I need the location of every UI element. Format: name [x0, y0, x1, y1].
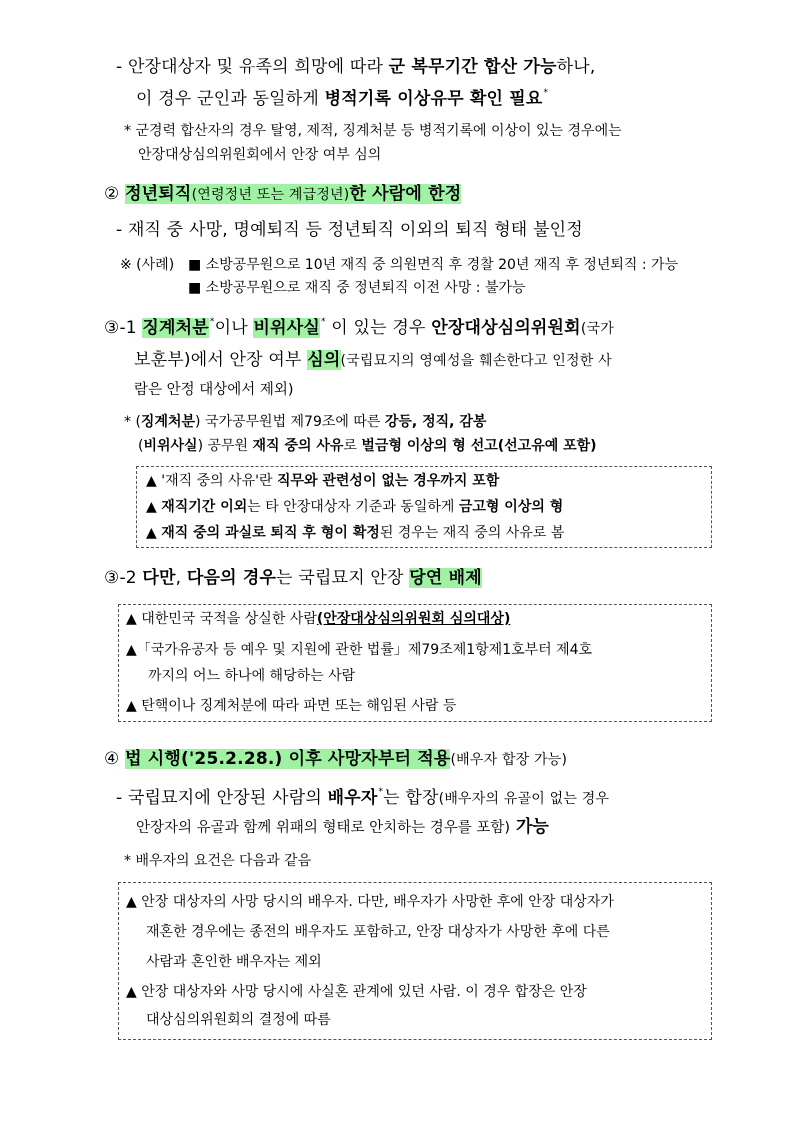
text: 이나 — [214, 318, 254, 338]
s32-box-row-1 — [126, 607, 510, 631]
s2-example-label: ※ (사례) — [120, 257, 175, 273]
s31-box-row-2 — [146, 495, 563, 519]
text: (배우자 합장 가능) — [450, 752, 568, 768]
highlight-text: 비위사실 — [253, 318, 320, 338]
highlight-text: 징계처분 — [142, 318, 209, 338]
bold-text: 직무와 관련성이 없는 경우까지 포함 — [276, 473, 500, 489]
bold-text: 병적기록 이상유무 확인 필요 — [324, 89, 543, 109]
footnote-mark: * — [209, 317, 215, 327]
text: 로 — [343, 438, 362, 454]
text: ▲ — [146, 525, 162, 541]
s31-line-3: 람은 안정 대상에서 제외) — [134, 382, 294, 398]
text: 는 국립묘지 안장 — [276, 568, 410, 588]
s31-note-1 — [124, 410, 486, 434]
text: ( — [138, 438, 144, 454]
text: ▲ — [146, 499, 162, 515]
s1-note-1: * 군경력 합산자의 경우 탈영, 제적, 징계처분 등 병적기록에 이상이 있는 경우에는 — [124, 123, 622, 139]
highlight-text: 당연 배제 — [409, 568, 482, 588]
bold-text: 비위사실 — [143, 438, 198, 454]
s32-heading — [104, 563, 482, 593]
bold-text: 다음의 경우 — [186, 568, 277, 588]
s1-line-1 — [116, 52, 595, 82]
s31-line-2 — [134, 345, 612, 376]
s2-heading — [104, 179, 461, 210]
s4-box-row-4: ▲ 안장 대상자와 사망 당시에 사실혼 관계에 있던 사람. 이 경우 합장은 안장 — [126, 984, 587, 1000]
s4-line-1 — [116, 783, 609, 816]
s31-line-1 — [104, 313, 614, 346]
text: 된 경우는 재직 중의 사유로 봄 — [379, 525, 565, 541]
bold-text: 군 복무기간 합산 가능 — [388, 57, 557, 77]
footnote-mark: * — [378, 787, 384, 797]
s31-box-row-1 — [146, 469, 499, 493]
s4-box-row-3: 사람과 혼인한 배우자는 제외 — [146, 954, 322, 970]
bold-text: 재직 중의 사유 — [252, 438, 344, 454]
bold-text: 강등, 정직, 감봉 — [384, 414, 487, 430]
s32-box-row-4: ▲ 탄핵이나 징계처분에 따라 파면 또는 해임된 사람 등 — [126, 698, 457, 714]
s32-box-row-2: ▲「국가유공자 등 예우 및 지원에 관한 법률」제79조제1항제1호부터 제4호 — [126, 642, 593, 658]
bold-text: 재직 중의 과실로 퇴직 후 형이 확정 — [161, 525, 380, 541]
text: ) 국가공무원법 제79조에 따른 — [195, 414, 385, 430]
text: (국립묘지의 영예성을 훼손한다고 인정한 사 — [340, 353, 612, 369]
bold-text: 다만 — [142, 568, 176, 588]
text: ▲ '재직 중의 사유'란 — [146, 473, 277, 489]
text: , — [175, 568, 187, 588]
s4-box-row-2: 재혼한 경우에는 종전의 배우자도 포함하고, 안장 대상자가 사망한 후에 다른 — [146, 924, 610, 940]
s2-example-2: ■ 소방공무원으로 재직 중 정년퇴직 이전 사망 : 불가능 — [188, 280, 526, 296]
section-number: ③-2 — [104, 568, 137, 588]
bold-text: 한 사람에 한정 — [349, 184, 462, 204]
s2-line-1: - 재직 중 사망, 명예퇴직 등 정년퇴직 이외의 퇴직 형태 불인정 — [116, 220, 583, 240]
section-number: ② — [104, 184, 120, 204]
text: 하나, — [556, 57, 596, 77]
bold-text: 배우자 — [327, 788, 378, 808]
text: ) 공무원 — [197, 438, 253, 454]
section-number: ③-1 — [104, 318, 137, 338]
text: 는 합장 — [383, 788, 439, 808]
underlined-text: (안장대상심의위원회 심의대상) — [316, 611, 511, 627]
text: ▲ 대한민국 국적을 상실한 사람 — [126, 611, 317, 627]
text: - 국립묘지에 안장된 사람의 — [116, 788, 328, 808]
s31-box-row-3 — [146, 521, 564, 545]
text: 이 있는 경우 — [325, 318, 432, 338]
text: 안장자의 유골과 함께 위패의 형태로 안치하는 경우를 포함) — [136, 820, 511, 836]
highlight-text: 심의 — [307, 350, 341, 370]
s4-box-row-5: 대상심의위원회의 결정에 따름 — [146, 1012, 331, 1028]
section-number: ④ — [104, 749, 120, 769]
bold-text: 징계처분 — [140, 414, 196, 430]
s4-box-row-1: ▲ 안장 대상자의 사망 당시의 배우자. 다만, 배우자가 사망한 후에 안장 대상자가 — [126, 894, 614, 910]
s31-note-2 — [138, 434, 597, 458]
text: * ( — [124, 414, 141, 430]
bold-text: 정년퇴직 — [125, 184, 192, 204]
text: - 안장대상자 및 유족의 희망에 따라 — [116, 57, 389, 77]
text: 는 타 안장대상자 기준과 동일하게 — [247, 499, 459, 515]
bold-text: 가능 — [510, 817, 549, 837]
text: (국가 — [580, 321, 614, 337]
bold-text: 재직기간 이외 — [161, 499, 248, 515]
footnote-mark: * — [320, 317, 326, 327]
s32-box-row-3: 까지의 어느 하나에 해당하는 사람 — [148, 668, 356, 684]
bold-text: 안장대상심의위원회 — [431, 318, 581, 338]
text: (배우자의 유골이 없는 경우 — [438, 791, 610, 807]
text: 이 경우 군인과 동일하게 — [136, 89, 325, 109]
bold-text: 금고형 이상의 형 — [458, 499, 564, 515]
footnote-mark: * — [543, 88, 549, 98]
s4-heading — [104, 744, 567, 775]
text: (연령정년 또는 계급정년) — [191, 187, 350, 203]
s1-line-2 — [136, 84, 548, 117]
bold-text: 벌금형 이상의 형 선고(선고유예 포함) — [361, 438, 597, 454]
text: 보훈부)에서 안장 여부 — [134, 350, 308, 370]
s2-example-1: ■ 소방공무원으로 10년 재직 중 의원면직 후 경찰 20년 재직 후 정년퇴직 : 가능 — [188, 257, 679, 273]
s4-line-2 — [136, 815, 549, 840]
s4-note: * 배우자의 요건은 다음과 같음 — [124, 853, 312, 869]
highlight-text: 법 시행('25.2.28.) 이후 사망자부터 적용 — [125, 749, 451, 769]
s1-note-2: 안장대상심의위원회에서 안장 여부 심의 — [138, 147, 382, 163]
